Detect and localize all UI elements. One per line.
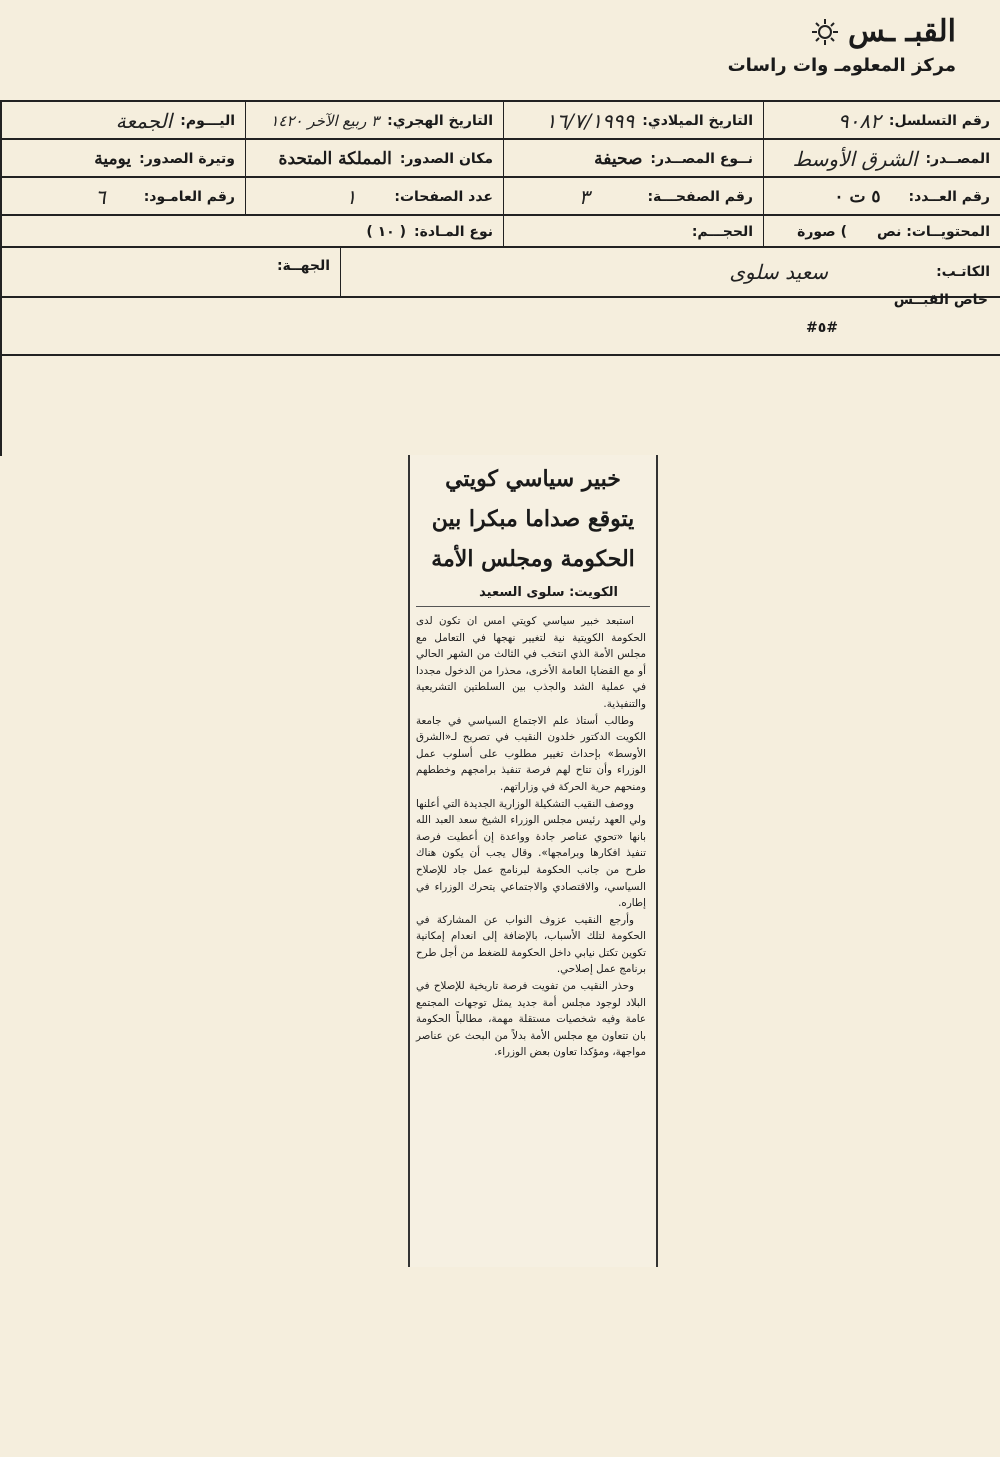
- source-type-cell: [503, 140, 763, 178]
- serial-label: رقم التسلسل:: [888, 113, 990, 129]
- article-paragraph: وحذر النقيب من تفويت فرصة تاريخية للإصلاح في البلاد لوجود مجلس أمة جديد يمثل توجهات المجتمع عامة وفيه شخصيات مستقلة مهمة، مطالباً الحكومة بان تتعاون مع مجلس الأمة بدلاً من البحث عن عناصر مواجهة، ومؤكدا تعاون بعض الوزراء.: [416, 980, 646, 1059]
- gregorian-value: ١٦/٧/١٩٩٩: [545, 109, 635, 133]
- clipping-section: [688, 292, 988, 336]
- source-type-label: نــوع المصــدر:: [650, 151, 753, 167]
- article-clipping: [408, 455, 658, 1267]
- day-cell: [0, 102, 245, 140]
- page-no-value: ٣: [578, 185, 590, 209]
- frequency-value: يومية: [94, 149, 132, 169]
- contents-label: المحتويــات: نص: [876, 224, 990, 240]
- frequency-label: وتيرة الصدور:: [139, 151, 235, 167]
- writer-cell: [340, 248, 1000, 296]
- issue-no-value: ٥ ت ٠: [834, 187, 881, 207]
- source-cell: [763, 140, 1000, 178]
- article-paragraph: وطالب أستاذ علم الاجتماع السياسي في جامعة الكويت الدكتور خلدون النقيب في تصريح لـ«الشرق الأوسط» بإحداث تغيير مطلوب على أسلوب عمل الوزراء وأن تتاح لهم فرصة تنفيذ برامجهم وخططهم ومنحهم حرية الحركة في وزاراتهم.: [416, 714, 646, 793]
- subtitle: مركز المعلومـ وات راسات: [727, 55, 956, 76]
- serial-cell: [763, 102, 1000, 140]
- day-value: الجمعة: [115, 109, 173, 133]
- gregorian-label: التاريخ الميلادي:: [642, 113, 753, 129]
- brand-name: القبـ ـس: [848, 14, 956, 49]
- form-row-1: [0, 100, 1000, 140]
- issue-no-cell: [763, 178, 1000, 216]
- hijri-cell: [245, 102, 503, 140]
- gregorian-cell: [503, 102, 763, 140]
- serial-value: ٩٠٨٢: [837, 109, 881, 133]
- headline-line-3: الحكومة ومجلس الأمة: [431, 546, 635, 572]
- pages-count-label: عدد الصفحات:: [394, 189, 493, 205]
- emblem-icon: [810, 17, 840, 47]
- pages-count-cell: [245, 178, 503, 216]
- column-no-label: رقم العامـود:: [143, 189, 235, 205]
- writer-value: سعيد سلوى: [729, 260, 829, 284]
- form-row-2: [0, 138, 1000, 178]
- form-row-3: [0, 176, 1000, 216]
- frequency-cell: [0, 140, 245, 178]
- party-cell: [0, 248, 340, 296]
- article-paragraph: وأرجع النقيب عزوف النواب عن المشاركة في الحكومة لتلك الأسباب، بالإضافة إلى انعدام إمكانية تكوين تكتل نيابي داخل الحكومة للضغط من أجل طرح برنامج عمل إصلاحي.: [416, 913, 646, 976]
- issue-place-value: المملكة المتحدة: [278, 149, 392, 169]
- party-label: الجهــة:: [276, 258, 330, 274]
- article-body: [416, 613, 646, 1061]
- source-label: المصــدر:: [925, 151, 990, 167]
- hijri-value: ٣ ربيع الآخر ١٤٢٠: [270, 112, 380, 130]
- material-type-cell: [0, 216, 503, 248]
- article-byline: الكويت: سلوى السعيد: [479, 585, 618, 600]
- day-label: اليـــوم:: [180, 113, 235, 129]
- pages-count-value: ١: [345, 185, 357, 209]
- issue-place-cell: [245, 140, 503, 178]
- headline-line-2: يتوقع صداما مبكرا بين: [431, 506, 635, 532]
- column-no-cell: [0, 178, 245, 216]
- issue-place-label: مكان الصدور:: [399, 151, 493, 167]
- clipping-value: #٥#: [805, 320, 838, 336]
- article-paragraph: ووصف النقيب التشكيلة الوزارية الجديدة التي أعلنها ولي العهد رئيس مجلس الوزراء الشيخ سعد العبد الله بانها «تحوي عناصر جادة وواعدة إن أعطيت فرصة تنفيذ افكارها وبرامجها». وقال يجب أن يكون هناك طرح من جانب الحكومة لبرنامج عمل جاد للإصلاح السياسي، والاقتصادي والاجتماعي يتحرك الوزراء في إطاره.: [416, 797, 646, 910]
- article-headline: [422, 459, 644, 579]
- contents-value: ) صورة: [797, 224, 847, 240]
- article-paragraph: استبعد خبير سياسي كويتي امس ان تكون لدى الحكومة الكويتية نية لتغيير نهجها في التعامل مع مجلس الأمة الذي انتخب في الثالث من الشهر الحالي أو مع القضايا العامة الأخرى، محذرا من الدخول مجددا في عملية الشد والجذب بين السلطتين التشريعية والتنفيذية.: [416, 615, 646, 710]
- headline-line-1: خبير سياسي كويتي: [445, 466, 621, 492]
- hijri-label: التاريخ الهجري:: [387, 113, 493, 129]
- issue-no-label: رقم العــدد:: [908, 189, 990, 205]
- material-type-label: نوع المـادة:: [413, 224, 493, 240]
- masthead: [656, 14, 956, 94]
- page-no-cell: [503, 178, 763, 216]
- writer-label: الكاتـب:: [936, 264, 990, 280]
- clipping-label: خاص القبــس: [893, 292, 988, 308]
- size-label: الحجـــم:: [691, 224, 753, 240]
- column-no-value: ٦: [94, 185, 106, 209]
- size-cell: [503, 216, 763, 248]
- form-row-4: [0, 214, 1000, 248]
- form-bottom-rule: [0, 354, 1000, 356]
- page-no-label: رقم الصفحـــة:: [647, 189, 753, 205]
- source-type-value: صحيفة: [594, 149, 643, 169]
- material-type-value: ( ١٠ ): [366, 224, 406, 240]
- source-value: الشرق الأوسط: [792, 147, 918, 171]
- form-row-5: [0, 246, 1000, 298]
- contents-cell: [763, 216, 1000, 248]
